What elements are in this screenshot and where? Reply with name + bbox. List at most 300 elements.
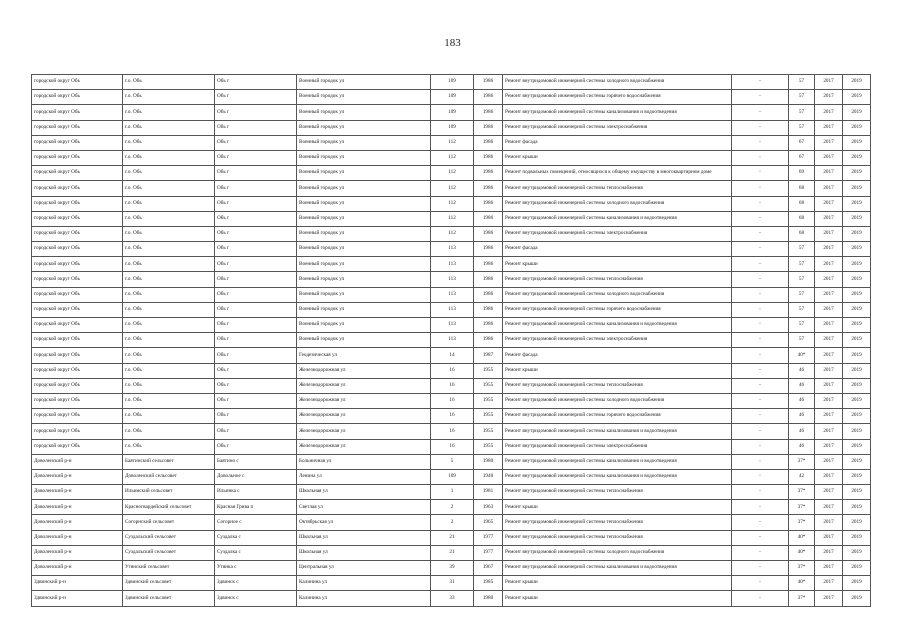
area-cell: - (732, 333, 789, 348)
municipality-cell: городской округ Обь (32, 272, 123, 287)
table-row (32, 302, 871, 317)
start-year-cell: 2017 (815, 561, 843, 576)
municipality-cell: городской округ Обь (32, 333, 123, 348)
municipality-cell: городской округ Обь (32, 439, 123, 454)
municipal-unit-cell: г.о. Обь (123, 257, 215, 272)
end-year-cell: 2019 (843, 181, 871, 196)
municipal-unit-cell: Красногвардейский сельсовет (123, 500, 215, 515)
count-cell: 37* (789, 561, 815, 576)
end-year-cell: 2019 (843, 485, 871, 500)
house-number-cell: 113 (431, 318, 474, 333)
end-year-cell: 2019 (843, 348, 871, 363)
work-type-cell: Ремонт внутридомовой инженерной системы канализования и водоотведения (503, 211, 732, 226)
page-number: 183 (444, 37, 461, 49)
count-cell: 67 (789, 150, 815, 165)
count-cell: 57 (789, 287, 815, 302)
locality-cell: Обь г (215, 287, 297, 302)
year-built-cell: 1986 (474, 75, 503, 90)
start-year-cell: 2017 (815, 424, 843, 439)
start-year-cell: 2017 (815, 272, 843, 287)
year-built-cell: 1986 (474, 196, 503, 211)
start-year-cell: 2017 (815, 378, 843, 393)
count-cell: 57 (789, 333, 815, 348)
house-number-cell: 113 (431, 242, 474, 257)
table-body (32, 75, 871, 607)
municipal-unit-cell: г.о. Обь (123, 363, 215, 378)
count-cell: 46 (789, 424, 815, 439)
area-cell: - (732, 393, 789, 408)
municipal-unit-cell: г.о. Обь (123, 287, 215, 302)
end-year-cell: 2019 (843, 591, 871, 606)
locality-cell: Здвинск с (215, 576, 297, 591)
municipality-cell: Доволенский р-н (32, 515, 123, 530)
municipal-unit-cell: г.о. Обь (123, 242, 215, 257)
municipal-unit-cell: г.о. Обь (123, 318, 215, 333)
municipal-unit-cell: г.о. Обь (123, 166, 215, 181)
year-built-cell: 1986 (474, 302, 503, 317)
municipal-unit-cell: г.о. Обь (123, 393, 215, 408)
municipality-cell: городской округ Обь (32, 257, 123, 272)
house-number-cell: 21 (431, 545, 474, 560)
street-cell: Военный городок ул (297, 166, 431, 181)
count-cell: 40* (789, 530, 815, 545)
municipal-unit-cell: г.о. Обь (123, 196, 215, 211)
start-year-cell: 2017 (815, 393, 843, 408)
work-type-cell: Ремонт внутридомовой инженерной системы электроснабжения (503, 439, 732, 454)
area-cell: - (732, 272, 789, 287)
end-year-cell: 2019 (843, 150, 871, 165)
end-year-cell: 2019 (843, 211, 871, 226)
table-row (32, 393, 871, 408)
table-row (32, 196, 871, 211)
municipality-cell: городской округ Обь (32, 318, 123, 333)
municipality-cell: городской округ Обь (32, 105, 123, 120)
locality-cell: Обь г (215, 439, 297, 454)
locality-cell: Суздалка с (215, 545, 297, 560)
end-year-cell: 2019 (843, 90, 871, 105)
count-cell: 46 (789, 393, 815, 408)
start-year-cell: 2017 (815, 409, 843, 424)
work-type-cell: Ремонт крыши (503, 363, 732, 378)
count-cell: 46 (789, 363, 815, 378)
area-cell: - (732, 561, 789, 576)
year-built-cell: 1986 (474, 333, 503, 348)
municipality-cell: городской округ Обь (32, 120, 123, 135)
locality-cell: Обь г (215, 166, 297, 181)
end-year-cell: 2019 (843, 135, 871, 150)
year-built-cell: 1986 (474, 272, 503, 287)
street-cell: Железнодорожная ул (297, 378, 431, 393)
start-year-cell: 2017 (815, 242, 843, 257)
start-year-cell: 2017 (815, 439, 843, 454)
municipal-unit-cell: г.о. Обь (123, 439, 215, 454)
count-cell: 42 (789, 469, 815, 484)
year-built-cell: 1955 (474, 409, 503, 424)
municipality-cell: городской округ Обь (32, 363, 123, 378)
year-built-cell: 1977 (474, 545, 503, 560)
house-number-cell: 109 (431, 75, 474, 90)
locality-cell: Обь г (215, 378, 297, 393)
end-year-cell: 2019 (843, 424, 871, 439)
municipal-unit-cell: г.о. Обь (123, 150, 215, 165)
locality-cell: Обь г (215, 318, 297, 333)
table-row (32, 530, 871, 545)
year-built-cell: 1955 (474, 378, 503, 393)
house-number-cell: 39 (431, 561, 474, 576)
house-number-cell: 2 (431, 500, 474, 515)
end-year-cell: 2019 (843, 515, 871, 530)
year-built-cell: 1980 (474, 454, 503, 469)
street-cell: Школьная ул (297, 530, 431, 545)
end-year-cell: 2019 (843, 272, 871, 287)
street-cell: Ленина ул (297, 469, 431, 484)
area-cell: - (732, 196, 789, 211)
end-year-cell: 2019 (843, 302, 871, 317)
work-type-cell: Ремонт внутридомовой инженерной системы канализования и водоотведения (503, 561, 732, 576)
work-type-cell: Ремонт внутридомовой инженерной системы горячего водоснабжения (503, 409, 732, 424)
work-type-cell: Ремонт внутридомовой инженерной системы горячего водоснабжения (503, 302, 732, 317)
count-cell: 68 (789, 181, 815, 196)
year-built-cell: 1986 (474, 120, 503, 135)
start-year-cell: 2017 (815, 90, 843, 105)
work-type-cell: Ремонт фасада (503, 348, 732, 363)
locality-cell: Довольное с (215, 469, 297, 484)
table-row (32, 454, 871, 469)
capital-repair-table (31, 74, 871, 607)
municipal-unit-cell: Утянский сельсовет (123, 561, 215, 576)
house-number-cell: 112 (431, 211, 474, 226)
count-cell: 46 (789, 409, 815, 424)
area-cell: - (732, 409, 789, 424)
end-year-cell: 2019 (843, 166, 871, 181)
start-year-cell: 2017 (815, 211, 843, 226)
municipality-cell: Здвинский р-н (32, 576, 123, 591)
area-cell: - (732, 302, 789, 317)
table-row (32, 105, 871, 120)
house-number-cell: 109 (431, 120, 474, 135)
street-cell: Геодезическая ул (297, 348, 431, 363)
area-cell: - (732, 287, 789, 302)
locality-cell: Обь г (215, 181, 297, 196)
area-cell: - (732, 105, 789, 120)
year-built-cell: 1986 (474, 226, 503, 241)
locality-cell: Обь г (215, 150, 297, 165)
house-number-cell: 16 (431, 378, 474, 393)
municipal-unit-cell: г.о. Обь (123, 302, 215, 317)
area-cell: - (732, 378, 789, 393)
house-number-cell: 113 (431, 287, 474, 302)
count-cell: 68 (789, 196, 815, 211)
municipal-unit-cell: г.о. Обь (123, 75, 215, 90)
street-cell: Военный городок ул (297, 302, 431, 317)
municipality-cell: Доволенский р-н (32, 530, 123, 545)
count-cell: 40* (789, 576, 815, 591)
street-cell: Военный городок ул (297, 120, 431, 135)
area-cell: - (732, 257, 789, 272)
table-row (32, 500, 871, 515)
area-cell: - (732, 591, 789, 606)
count-cell: 57 (789, 120, 815, 135)
house-number-cell: 113 (431, 257, 474, 272)
locality-cell: Обь г (215, 393, 297, 408)
municipal-unit-cell: Ильинский сельсовет (123, 485, 215, 500)
count-cell: 57 (789, 302, 815, 317)
table-row (32, 591, 871, 606)
count-cell: 57 (789, 90, 815, 105)
count-cell: 40* (789, 348, 815, 363)
count-cell: 57 (789, 257, 815, 272)
work-type-cell: Ремонт внутридомовой инженерной системы горячего водоснабжения (503, 90, 732, 105)
work-type-cell: Ремонт внутридомовой инженерной системы холодного водоснабжения (503, 545, 732, 560)
work-type-cell: Ремонт крыши (503, 591, 732, 606)
work-type-cell: Ремонт внутридомовой инженерной системы теплоснабжения (503, 530, 732, 545)
street-cell: Железнодорожная ул (297, 363, 431, 378)
table-row (32, 272, 871, 287)
start-year-cell: 2017 (815, 150, 843, 165)
municipality-cell: городской округ Обь (32, 393, 123, 408)
area-cell: - (732, 515, 789, 530)
start-year-cell: 2017 (815, 469, 843, 484)
end-year-cell: 2019 (843, 226, 871, 241)
street-cell: Военный городок ул (297, 181, 431, 196)
end-year-cell: 2019 (843, 393, 871, 408)
municipal-unit-cell: г.о. Обь (123, 135, 215, 150)
street-cell: Военный городок ул (297, 196, 431, 211)
municipal-unit-cell: г.о. Обь (123, 348, 215, 363)
table-row (32, 545, 871, 560)
municipal-unit-cell: Согорнский сельсовет (123, 515, 215, 530)
municipality-cell: городской округ Обь (32, 378, 123, 393)
year-built-cell: 1986 (474, 105, 503, 120)
municipal-unit-cell: г.о. Обь (123, 333, 215, 348)
street-cell: Железнодорожная ул (297, 409, 431, 424)
area-cell: - (732, 363, 789, 378)
house-number-cell: 16 (431, 439, 474, 454)
table-row (32, 561, 871, 576)
locality-cell: Здвинск с (215, 591, 297, 606)
count-cell: 57 (789, 242, 815, 257)
municipal-unit-cell: г.о. Обь (123, 90, 215, 105)
house-number-cell: 2 (431, 515, 474, 530)
year-built-cell: 1940 (474, 469, 503, 484)
area-cell: - (732, 211, 789, 226)
house-number-cell: 112 (431, 150, 474, 165)
locality-cell: Обь г (215, 211, 297, 226)
work-type-cell: Ремонт внутридомовой инженерной системы электроснабжения (503, 333, 732, 348)
house-number-cell: 113 (431, 333, 474, 348)
area-cell: - (732, 166, 789, 181)
locality-cell: Обь г (215, 90, 297, 105)
work-type-cell: Ремонт внутридомовой инженерной системы теплоснабжения (503, 515, 732, 530)
municipality-cell: городской округ Обь (32, 409, 123, 424)
work-type-cell: Ремонт внутридомовой инженерной системы электроснабжения (503, 226, 732, 241)
year-built-cell: 1986 (474, 287, 503, 302)
municipality-cell: городской округ Обь (32, 424, 123, 439)
end-year-cell: 2019 (843, 196, 871, 211)
work-type-cell: Ремонт крыши (503, 150, 732, 165)
work-type-cell: Ремонт внутридомовой инженерной системы холодного водоснабжения (503, 287, 732, 302)
start-year-cell: 2017 (815, 545, 843, 560)
locality-cell: Обь г (215, 363, 297, 378)
work-type-cell: Ремонт внутридомовой инженерной системы холодного водоснабжения (503, 75, 732, 90)
municipality-cell: Доволенский р-н (32, 545, 123, 560)
area-cell: - (732, 135, 789, 150)
work-type-cell: Ремонт внутридомовой инженерной системы канализования и водоотведения (503, 105, 732, 120)
table-row (32, 409, 871, 424)
start-year-cell: 2017 (815, 454, 843, 469)
start-year-cell: 2017 (815, 363, 843, 378)
house-number-cell: 31 (431, 576, 474, 591)
street-cell: Военный городок ул (297, 75, 431, 90)
municipality-cell: Доволенский р-н (32, 469, 123, 484)
house-number-cell: 112 (431, 135, 474, 150)
area-cell: - (732, 424, 789, 439)
start-year-cell: 2017 (815, 287, 843, 302)
work-type-cell: Ремонт внутридомовой инженерной системы канализования и водоотведения (503, 454, 732, 469)
area-cell: - (732, 90, 789, 105)
end-year-cell: 2019 (843, 75, 871, 90)
count-cell: 57 (789, 318, 815, 333)
locality-cell: Баятино с (215, 454, 297, 469)
start-year-cell: 2017 (815, 318, 843, 333)
house-number-cell: 16 (431, 409, 474, 424)
locality-cell: Согорное с (215, 515, 297, 530)
municipality-cell: городской округ Обь (32, 166, 123, 181)
year-built-cell: 1955 (474, 424, 503, 439)
table-row (32, 439, 871, 454)
start-year-cell: 2017 (815, 181, 843, 196)
locality-cell: Обь г (215, 135, 297, 150)
work-type-cell: Ремонт крыши (503, 500, 732, 515)
municipality-cell: городской округ Обь (32, 302, 123, 317)
start-year-cell: 2017 (815, 226, 843, 241)
municipal-unit-cell: г.о. Обь (123, 409, 215, 424)
start-year-cell: 2017 (815, 135, 843, 150)
area-cell: - (732, 530, 789, 545)
area-cell: - (732, 454, 789, 469)
count-cell: 57 (789, 105, 815, 120)
table-row (32, 576, 871, 591)
municipal-unit-cell: г.о. Обь (123, 120, 215, 135)
house-number-cell: 16 (431, 363, 474, 378)
area-cell: - (732, 576, 789, 591)
end-year-cell: 2019 (843, 363, 871, 378)
year-built-cell: 1955 (474, 393, 503, 408)
house-number-cell: 5 (431, 454, 474, 469)
table-row (32, 515, 871, 530)
end-year-cell: 2019 (843, 561, 871, 576)
locality-cell: Обь г (215, 424, 297, 439)
year-built-cell: 1986 (474, 318, 503, 333)
street-cell: Военный городок ул (297, 226, 431, 241)
end-year-cell: 2019 (843, 333, 871, 348)
municipality-cell: Доволенский р-н (32, 561, 123, 576)
table-row (32, 226, 871, 241)
house-number-cell: 16 (431, 424, 474, 439)
street-cell: Военный городок ул (297, 135, 431, 150)
area-cell: - (732, 545, 789, 560)
municipality-cell: городской округ Обь (32, 150, 123, 165)
end-year-cell: 2019 (843, 287, 871, 302)
municipality-cell: Доволенский р-н (32, 485, 123, 500)
house-number-cell: 113 (431, 302, 474, 317)
end-year-cell: 2019 (843, 545, 871, 560)
table-row (32, 90, 871, 105)
house-number-cell: 109 (431, 105, 474, 120)
municipal-unit-cell: Здвинский сельсовет (123, 576, 215, 591)
work-type-cell: Ремонт фасада (503, 242, 732, 257)
street-cell: Калинина ул (297, 576, 431, 591)
house-number-cell: 1 (431, 485, 474, 500)
municipality-cell: городской округ Обь (32, 226, 123, 241)
year-built-cell: 1963 (474, 500, 503, 515)
municipal-unit-cell: г.о. Обь (123, 424, 215, 439)
end-year-cell: 2019 (843, 120, 871, 135)
start-year-cell: 2017 (815, 120, 843, 135)
table-row (32, 333, 871, 348)
municipal-unit-cell: Доволенский сельсовет (123, 469, 215, 484)
start-year-cell: 2017 (815, 348, 843, 363)
table-row (32, 120, 871, 135)
year-built-cell: 1986 (474, 135, 503, 150)
start-year-cell: 2017 (815, 515, 843, 530)
locality-cell: Ильинка с (215, 485, 297, 500)
end-year-cell: 2019 (843, 257, 871, 272)
municipality-cell: Доволенский р-н (32, 454, 123, 469)
municipal-unit-cell: г.о. Обь (123, 378, 215, 393)
end-year-cell: 2019 (843, 105, 871, 120)
locality-cell: Обь г (215, 272, 297, 287)
area-cell: - (732, 150, 789, 165)
area-cell: - (732, 500, 789, 515)
area-cell: - (732, 226, 789, 241)
locality-cell: Красная Грива п (215, 500, 297, 515)
end-year-cell: 2019 (843, 409, 871, 424)
table-row (32, 469, 871, 484)
start-year-cell: 2017 (815, 196, 843, 211)
area-cell: - (732, 75, 789, 90)
house-number-cell: 21 (431, 530, 474, 545)
table-row (32, 181, 871, 196)
count-cell: 68 (789, 211, 815, 226)
year-built-cell: 1986 (474, 181, 503, 196)
locality-cell: Утянка с (215, 561, 297, 576)
table-row (32, 150, 871, 165)
table-row (32, 75, 871, 90)
area-cell: - (732, 181, 789, 196)
work-type-cell: Ремонт внутридомовой инженерной системы канализования и водоотведения (503, 318, 732, 333)
house-number-cell: 112 (431, 166, 474, 181)
year-built-cell: 1980 (474, 591, 503, 606)
start-year-cell: 2017 (815, 257, 843, 272)
table-row (32, 287, 871, 302)
street-cell: Железнодорожная ул (297, 424, 431, 439)
year-built-cell: 1967 (474, 561, 503, 576)
municipality-cell: городской округ Обь (32, 181, 123, 196)
end-year-cell: 2019 (843, 454, 871, 469)
municipal-unit-cell: Баятинский сельсовет (123, 454, 215, 469)
municipal-unit-cell: г.о. Обь (123, 226, 215, 241)
count-cell: 37* (789, 485, 815, 500)
street-cell: Военный городок ул (297, 272, 431, 287)
end-year-cell: 2019 (843, 469, 871, 484)
start-year-cell: 2017 (815, 105, 843, 120)
municipal-unit-cell: г.о. Обь (123, 272, 215, 287)
count-cell: 37* (789, 454, 815, 469)
street-cell: Калинина ул (297, 591, 431, 606)
count-cell: 46 (789, 378, 815, 393)
municipality-cell: городской округ Обь (32, 135, 123, 150)
